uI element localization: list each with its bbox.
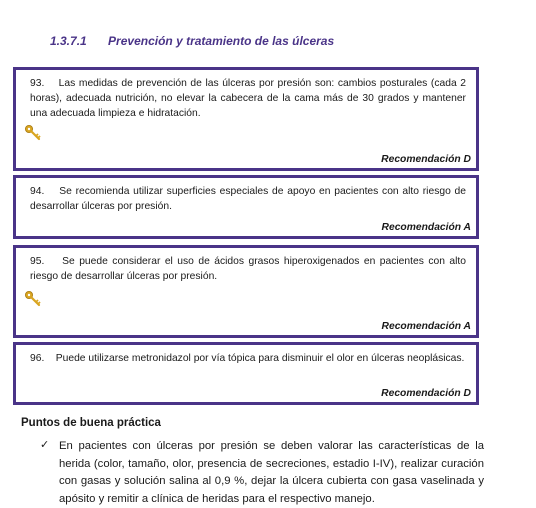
recommendation-text: 95. Se puede considerar el uso de ácidos grasos hiperoxigenados en pacientes con alto riesgo de desarrollar úlceras por presión. [30,256,466,282]
section-title: Prevención y tratamiento de las úlceras [108,34,335,48]
recommendation-box-94 [13,175,479,239]
key-icon [24,124,42,142]
recommendation-text: 94. Se recomienda utilizar superficies especiales de apoyo en pacientes con alto riesgo de desarrollar úlceras por presión. [30,186,466,212]
recommendation-grade: Recomendación D [381,154,471,165]
key-icon [24,290,42,308]
section-number: 1.3.7.1 [50,34,87,48]
recommendation-grade: Recomendación A [381,222,471,233]
check-icon: ✓ [40,439,50,451]
recommendation-grade: Recomendación A [381,321,471,332]
good-practice-title: Puntos de buena práctica [21,417,161,429]
recommendation-box-95 [13,245,479,338]
recommendation-box-93 [13,67,479,171]
recommendation-grade: Recomendación D [381,388,471,399]
good-practice-text: En pacientes con úlceras por presión se deben valorar las características de la herida (color, tamaño, olor, presencia de secreciones, estadio I-IV), realizar curación con gasas y solución salina al 0,9 %, dejar la úlcera cubierta con gasa vaselinada y apósito y remitir a clínica de heridas para el respectivo manejo. [59,440,484,505]
good-practice-item [40,438,484,508]
recommendation-text: 93. Las medidas de prevención de las úlceras por presión son: cambios posturales (cada 2 horas), adecuada nutrición, no elevar la cabecera de la cama más de 30 grados y mantener una adecuada limpieza e hidratación. [30,78,466,119]
recommendation-text: 96. Puede utilizarse metronidazol por vía tópica para disminuir el olor en úlceras neoplásicas. [30,353,465,364]
section-heading [50,34,334,48]
recommendation-box-96 [13,342,479,405]
